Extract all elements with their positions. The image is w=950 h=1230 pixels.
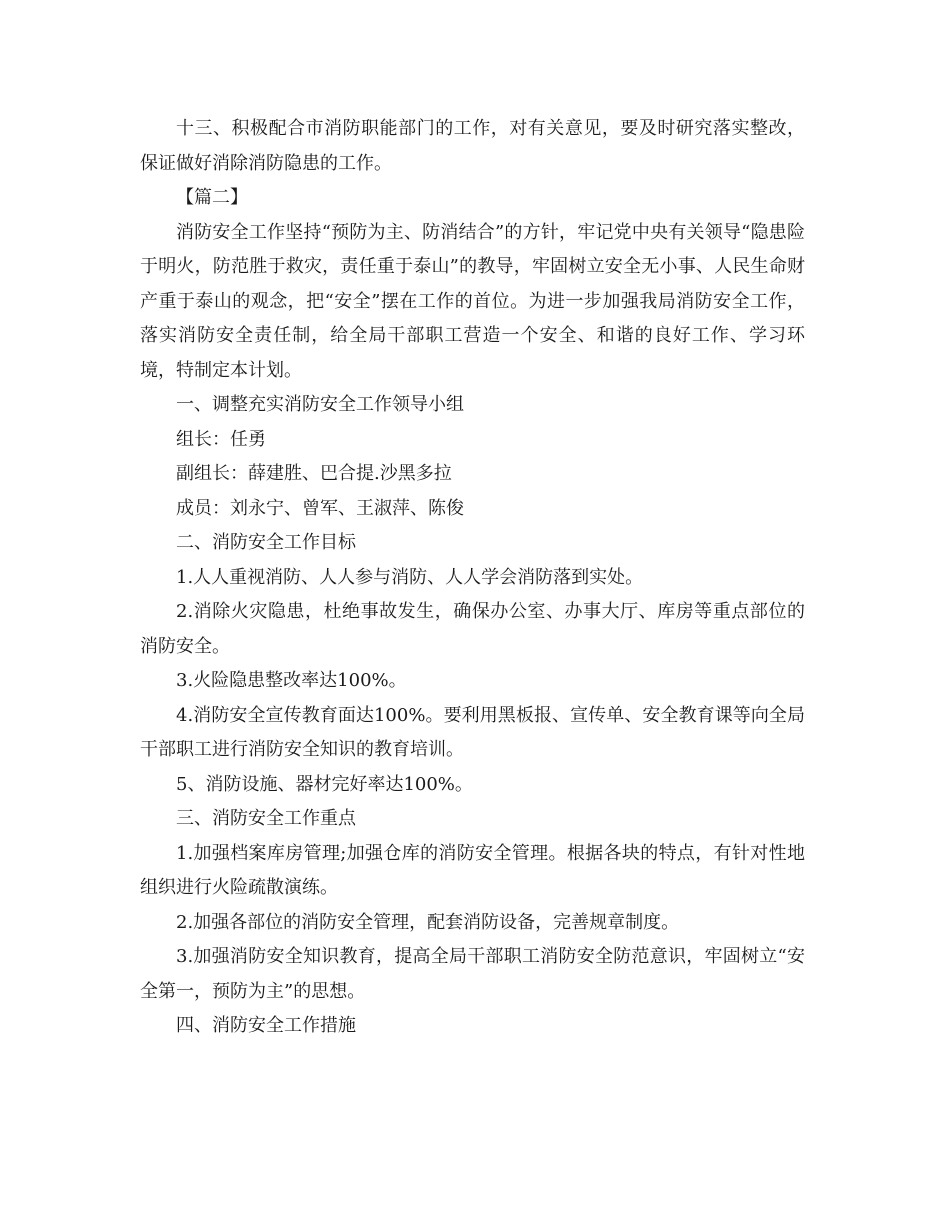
intro-paragraph: 消防安全工作坚持“预防为主、防消结合”的方针，牢记党中央有关领导“隐患险于明火，防范胜于救灾，责任重于泰山”的教导，牢固树立安全无小事、人民生命财产重于泰山的观念，把“安全”摆在工作的首位。为进一步加强我局消防安全工作，落实消防安全责任制，给全局干部职工营造一个安全、和谐的良好工作、学习环境，特制定本计划。: [140, 221, 805, 381]
goal-item-3: 3.火险隐患整改率达100%。: [176, 670, 407, 691]
team-members: 成员：刘永宁、曾军、王淑萍、陈俊: [176, 497, 464, 519]
section-heading-1: 一、调整充实消防安全工作领导小组: [176, 394, 464, 415]
goal-item-4: 4.消防安全宣传教育面达100%。要利用黑板报、宣传单、安全教育课等向全局干部职工进行消防安全知识的教育培训。: [140, 704, 805, 760]
document-body: [140, 112, 805, 1044]
focus-item-1: 1.加强档案库房管理;加强仓库的消防安全管理。根据各块的特点，有针对性地组织进行火险疏散演练。: [140, 842, 805, 898]
section-heading-part-two: 【篇二】: [176, 187, 248, 208]
team-deputy-leaders: 副组长：薛建胜、巴合提.沙黑多拉: [176, 463, 452, 484]
goal-item-2: 2.消除火灾隐患，杜绝事故发生，确保办公室、办事大厅、库房等重点部位的消防安全。: [140, 601, 805, 657]
focus-item-2: 2.加强各部位的消防安全管理，配套消防设备，完善规章制度。: [176, 911, 680, 933]
goal-item-5: 5、消防设施、器材完好率达100%。: [176, 773, 473, 795]
section-heading-2: 二、消防安全工作目标: [176, 532, 356, 553]
team-leader: 组长：任勇: [176, 428, 266, 450]
goal-item-1: 1.人人重视消防、人人参与消防、人人学会消防落到实处。: [176, 566, 644, 588]
section-heading-3: 三、消防安全工作重点: [176, 808, 356, 829]
section-heading-4: 四、消防安全工作措施: [176, 1015, 356, 1036]
focus-item-3: 3.加强消防安全知识教育，提高全局干部职工消防安全防范意识，牢固树立“安全第一，预防为主”的思想。: [140, 946, 805, 1002]
paragraph-item-13: 十三、积极配合市消防职能部门的工作，对有关意见，要及时研究落实整改，保证做好消除消防隐患的工作。: [140, 118, 805, 174]
